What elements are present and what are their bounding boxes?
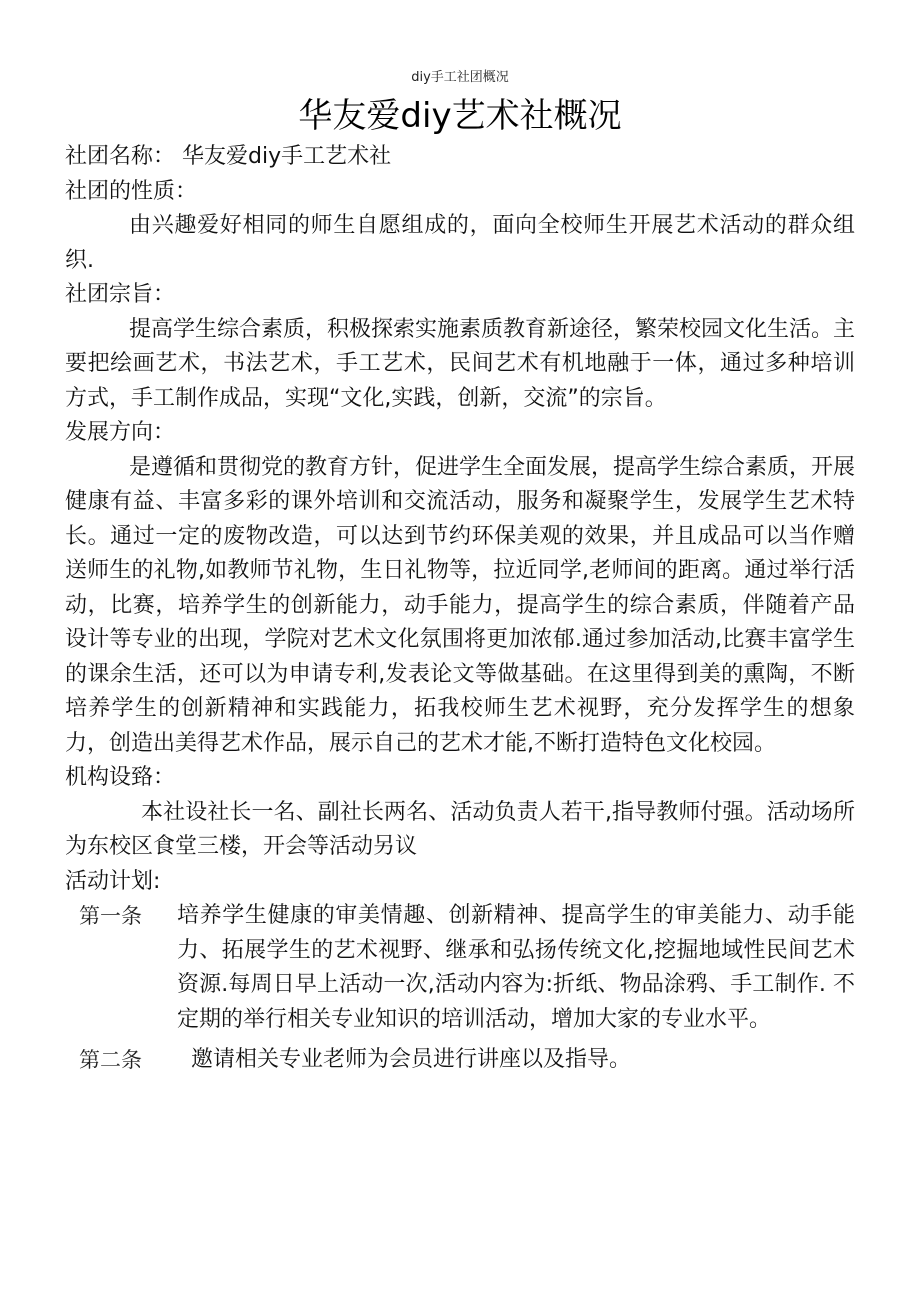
structure-paragraph: 本社设社长一名、副社长两名、活动负责人若干,指导教师付强。活动场所为东校区食堂三楼，开会等活动另议 bbox=[65, 799, 855, 859]
plan-article-2 bbox=[79, 1043, 855, 1078]
purpose-label: 社团宗旨： bbox=[65, 282, 176, 307]
running-header: diy手工社团概况 bbox=[411, 70, 509, 85]
nature-paragraph: 由兴趣爱好相同的师生自愿组成的，面向全校师生开展艺术活动的群众组织. bbox=[65, 213, 855, 273]
article-text: 邀请相关专业老师为会员进行讲座以及指导。 bbox=[191, 1047, 632, 1072]
club-name-line: 社团名称： 华友爱diy手工艺术社 bbox=[65, 144, 392, 169]
direction-paragraph: 是遵循和贯彻党的教育方针，促进学生全面发展，提高学生综合素质，开展健康有益、丰富多彩的课外培训和交流活动，服务和凝聚学生，发展学生艺术特长。通过一定的废物改造，可以达到节约环保美观的效果，并且成品可以当作赠送师生的礼物,如教师节礼物，生日礼物等，拉近同学,老师间的距离。通过举行活动，比赛，培养学生的创新能力，动手能力，提高学生的综合素质，伴随着产品设计等专业的出现，学院对艺术文化氛围将更加浓郁.通过参加活动,比赛丰富学生的课余生活，还可以为申请专利,发表论文等做基础。在这里得到美的熏陶，不断培养学生的创新精神和实践能力，拓我校师生艺术视野，充分发挥学生的想象力，创造出美得艺术作品，展示自己的艺术才能,不断打造特色文化校园。 bbox=[65, 454, 856, 756]
document-body bbox=[65, 140, 855, 1078]
plan-label: 活动计划: bbox=[65, 868, 161, 894]
plan-article-1 bbox=[79, 899, 855, 1037]
article-text: 培养学生健康的审美情趣、创新精神、提高学生的审美能力、动手能力、拓展学生的艺术视野、继承和弘扬传统文化,挖掘地域性民间艺术资源.每周日早上活动一次,活动内容为:折纸、物品涂鸦、手工制作. 不定期的举行相关专业知识的培训活动，增加大家的专业水平。 bbox=[177, 903, 855, 1032]
purpose-paragraph: 提高学生综合素质，积极探索实施素质教育新途径，繁荣校园文化生活。主要把绘画艺术，书法艺术，手工艺术，民间艺术有机地融于一体，通过多种培训方式，手工制作成品，实现“文化,实践，创新，交流”的宗旨。 bbox=[65, 316, 856, 411]
nature-label: 社团的性质： bbox=[65, 178, 198, 204]
direction-label: 发展方向： bbox=[65, 420, 176, 445]
article-label: 第一条 bbox=[79, 904, 142, 928]
structure-label: 机构设臵： bbox=[65, 765, 176, 790]
document-title: 华友爱diy艺术社概况 bbox=[298, 96, 622, 136]
article-label: 第二条 bbox=[79, 1048, 142, 1072]
